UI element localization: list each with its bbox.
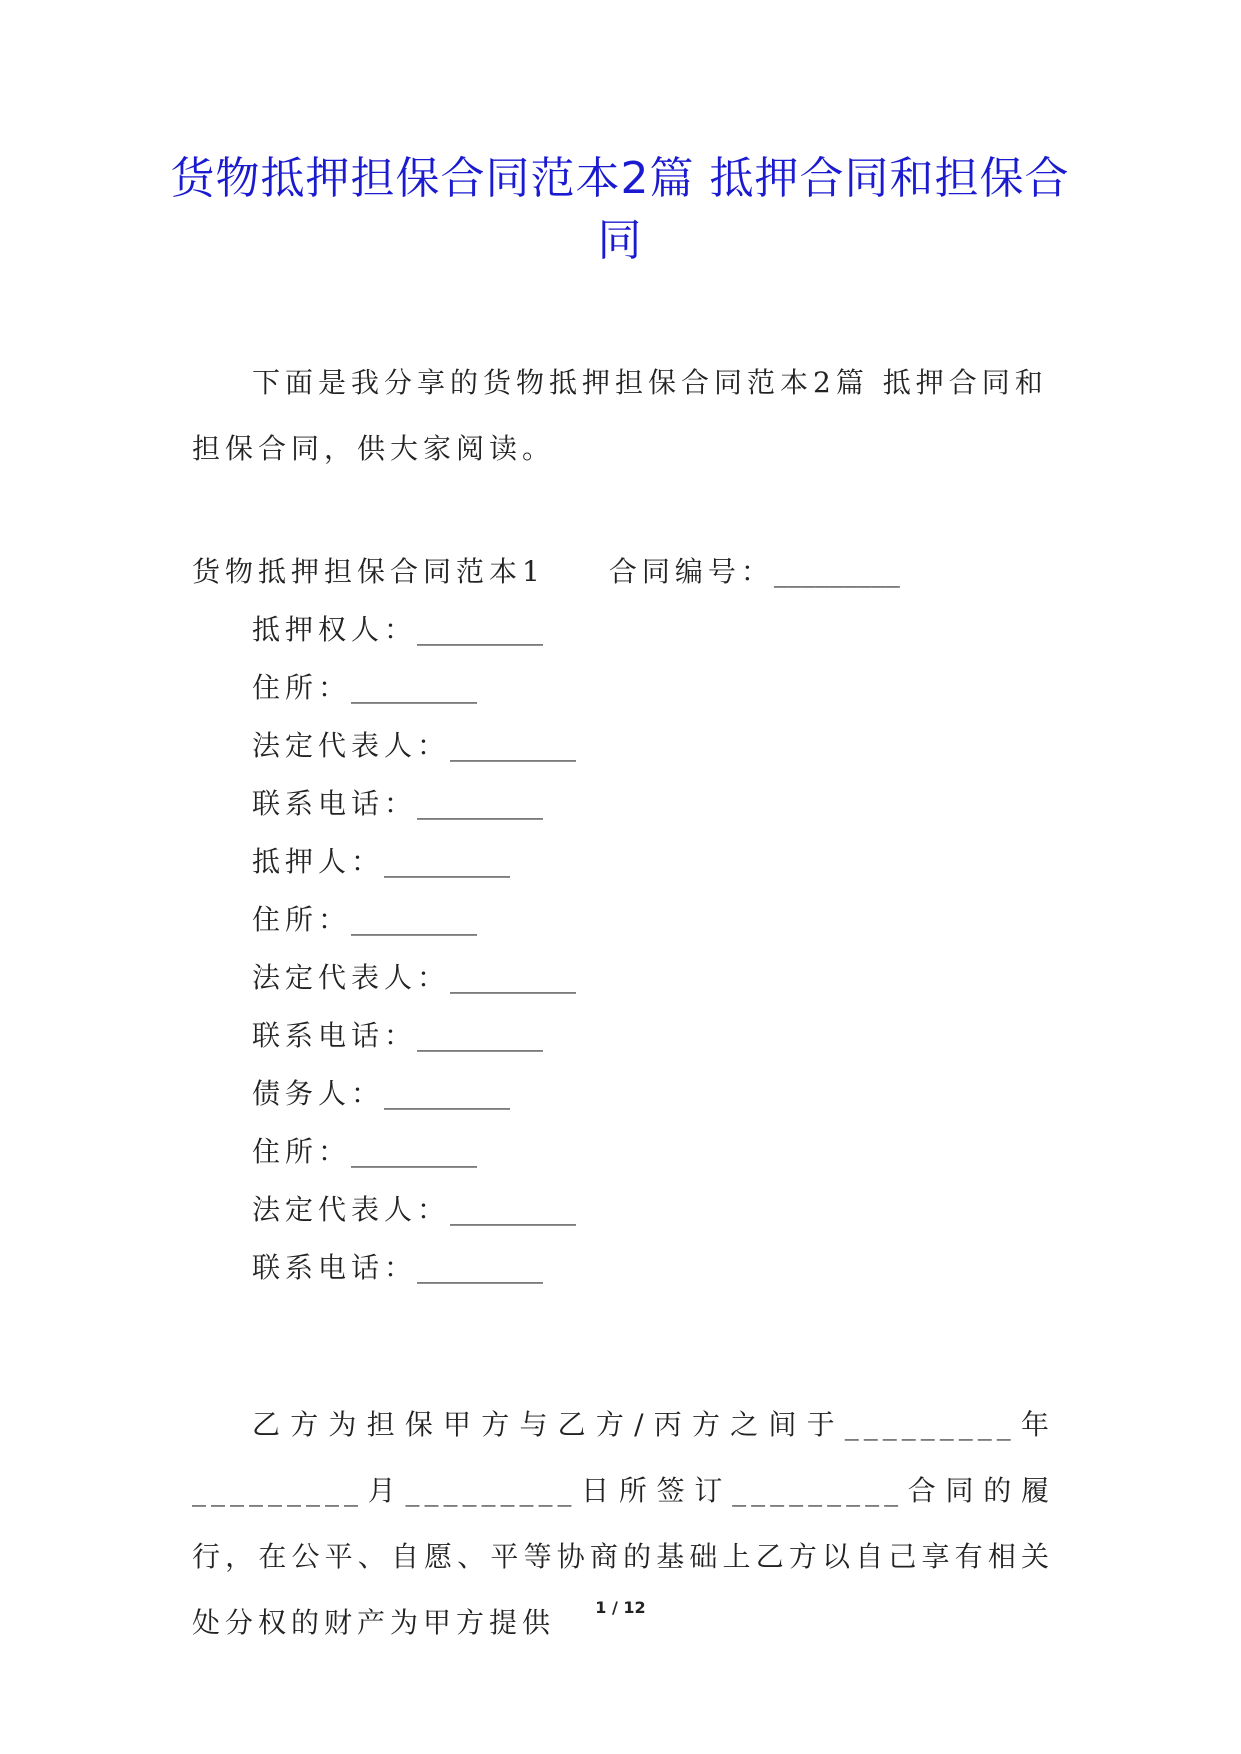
section-heading: 货物抵押担保合同范本1 xyxy=(192,555,545,588)
field-line xyxy=(252,1190,576,1230)
field-label: 抵押权人： xyxy=(252,613,418,646)
intro-paragraph: 下面是我分享的货物抵押担保合同范本2篇 抵押合同和担保合同，供大家阅读。 xyxy=(192,366,1048,465)
field-blank: _________ xyxy=(351,671,478,704)
field-label: 联系电话： xyxy=(252,1019,418,1052)
field-blank: _________ xyxy=(417,1019,544,1052)
field-label: 债务人： xyxy=(252,1077,385,1110)
field-blank: _________ xyxy=(417,787,544,820)
field-label: 住所： xyxy=(252,903,352,936)
field-line xyxy=(252,610,543,650)
field-line xyxy=(252,668,477,708)
page-number: 1 / 12 xyxy=(595,1598,646,1617)
field-line xyxy=(252,1132,477,1172)
field-line xyxy=(252,958,576,998)
field-blank: _________ xyxy=(384,1077,511,1110)
field-blank: _________ xyxy=(450,961,577,994)
field-blank: _________ xyxy=(351,1135,478,1168)
section-heading-line xyxy=(192,552,900,592)
field-blank: _________ xyxy=(384,845,511,878)
contract-no-blank: _________ xyxy=(773,555,900,588)
field-label: 法定代表人： xyxy=(252,1193,451,1226)
field-blank: _________ xyxy=(417,1251,544,1284)
field-line xyxy=(252,900,477,940)
guarantee-paragraph: 乙方为担保甲方与乙方/丙方之间于_________年_________月_________日所签订_________合同的履行，在公平、自愿、平等协商的基础上乙方以自己享有相关处分权的财产为甲方提供 xyxy=(192,1408,1054,1639)
field-blank: _________ xyxy=(417,613,544,646)
field-label: 联系电话： xyxy=(252,787,418,820)
document-title: 货物抵押担保合同范本2篇 抵押合同和担保合同 xyxy=(170,153,1070,266)
field-line xyxy=(252,842,510,882)
field-blank: _________ xyxy=(450,1193,577,1226)
contract-no-label: 合同编号： xyxy=(608,555,774,588)
field-line xyxy=(252,784,543,824)
field-label: 住所： xyxy=(252,671,352,704)
field-label: 住所： xyxy=(252,1135,352,1168)
field-line xyxy=(252,1248,543,1288)
field-line xyxy=(252,726,576,766)
field-label: 抵押人： xyxy=(252,845,385,878)
field-label: 法定代表人： xyxy=(252,961,451,994)
field-blank: _________ xyxy=(450,729,577,762)
field-line xyxy=(252,1074,510,1114)
field-blank: _________ xyxy=(351,903,478,936)
field-label: 联系电话： xyxy=(252,1251,418,1284)
field-line xyxy=(252,1016,543,1056)
field-label: 法定代表人： xyxy=(252,729,451,762)
